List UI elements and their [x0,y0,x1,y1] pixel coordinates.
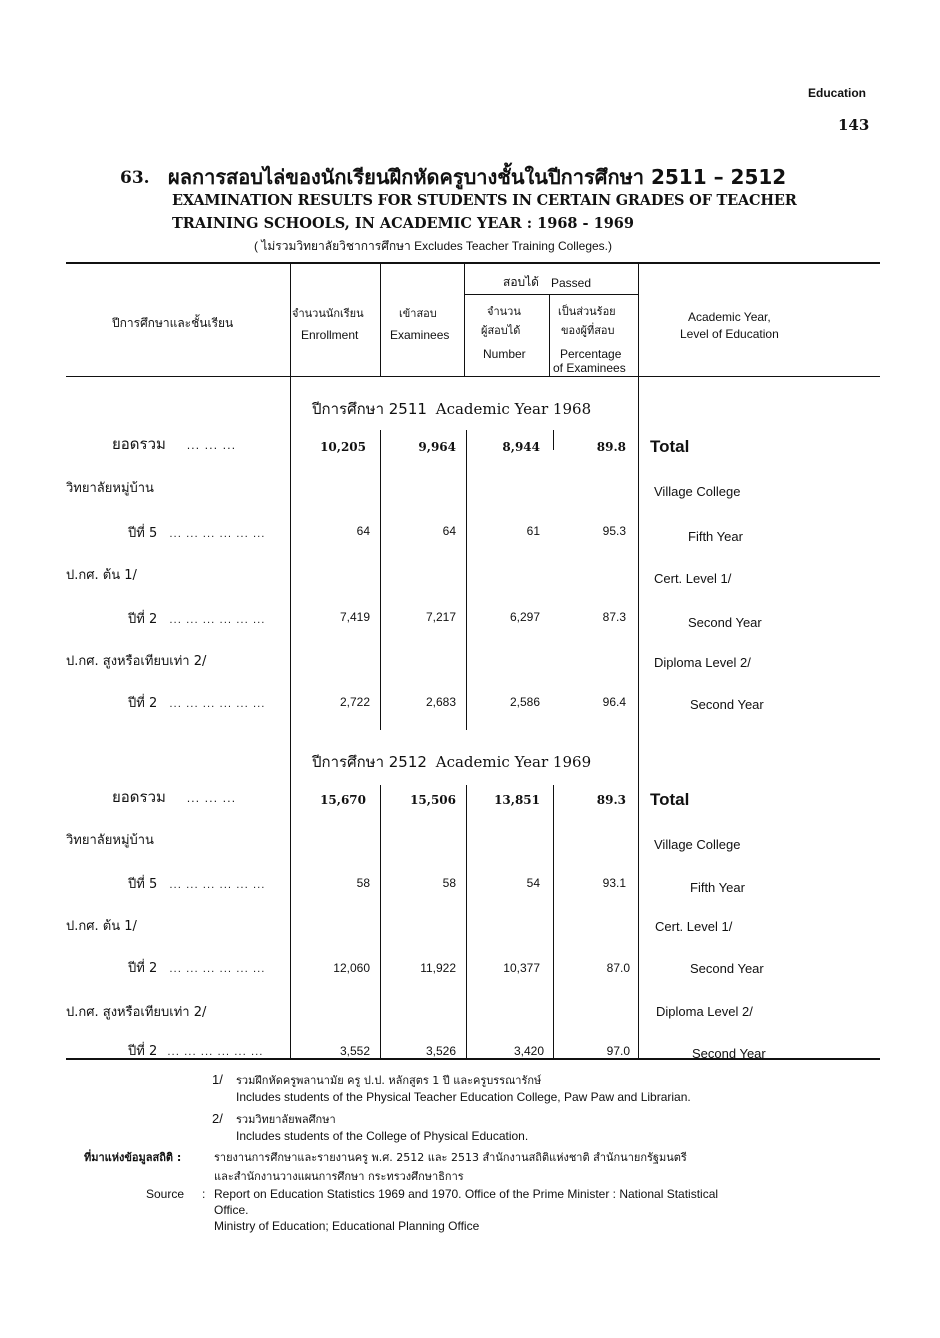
col-rule-2 [380,264,381,376]
row-label-en: Fifth Year [690,880,745,895]
total-passed: 13,851 [494,793,540,807]
row-label: ปีที่ 2 ... ... ... ... ... ... [128,1044,264,1059]
section-heading-thai: ปีการศึกษา 2512 [312,753,427,771]
row-label: ปีที่ 2 ... ... ... ... ... ... [128,696,266,711]
group-label-en: Diploma Level 2/ [654,655,751,670]
total-examinees: 15,506 [410,793,456,807]
row-enrollment: 12,060 [333,961,370,975]
col-header-pct-en2: of Examinees [553,361,626,375]
row-percentage: 93.1 [602,876,626,890]
col-rule-4c [553,785,554,1059]
total-label-en: Total [650,437,690,456]
col-header-number-thai2: ผู้สอบได้ [481,324,521,337]
col-header-examinees-thai: เข้าสอบ [399,307,437,320]
row-percentage: 87.0 [606,961,630,975]
row-label-en: Fifth Year [688,529,743,544]
section-heading-1969 [312,750,591,774]
title-note: ( ไม่รวมวิทยาลัยวิชาการศึกษา Excludes Teacher Training Colleges.) [254,239,612,253]
col-header-left: ปีการศึกษาและชั้นเรียน [112,316,234,330]
col-rule-4 [549,294,550,376]
col-header-right-2: Level of Education [680,327,779,341]
section-heading-en: Academic Year 1969 [435,753,592,771]
row-enrollment: 58 [356,876,370,890]
footnote-1-mark: 1/ [212,1072,223,1087]
footnote-1-thai: รวมฝึกหัดครูพลานามัย ครู ป.ป. หลักสูตร 1 ปี และครูบรรณารักษ์ [236,1074,542,1087]
row-percentage: 96.4 [602,695,626,709]
footnote-2-en: Includes students of the College of Physical Education. [236,1129,529,1143]
col-rule-2c [380,785,381,1059]
section-heading-thai: ปีการศึกษา 2511 [312,400,427,418]
total-label: ยอดรวม ... ... ... [112,435,237,453]
col-rule-2b [380,430,381,730]
footnote-2-mark: 2/ [212,1111,223,1126]
title-english-line2: TRAINING SCHOOLS, IN ACADEMIC YEAR : 1968 - 1969 [172,215,634,232]
row-percentage: 95.3 [602,524,626,538]
total-examinees: 9,964 [418,440,456,454]
source-colon: : [202,1187,206,1201]
group-label-en: Cert. Level 1/ [654,571,732,586]
row-passed: 6,297 [509,610,540,624]
row-passed: 2,586 [509,695,540,709]
row-enrollment: 64 [356,524,370,538]
group-label: ป.กศ. ต้น 1/ [66,919,137,934]
group-label: วิทยาลัยหมู่บ้าน [66,481,154,496]
row-examinees: 3,526 [425,1044,456,1058]
row-label: ปีที่ 2 ... ... ... ... ... ... [128,612,266,627]
footnote-2-thai: รวมวิทยาลัยพลศึกษา [236,1113,336,1126]
col-header-examinees-en: Examinees [390,328,450,342]
col-rule-4b [553,430,554,450]
source-en-line3: Ministry of Education; Educational Planning Office [214,1219,480,1233]
row-label: ปีที่ 5 ... ... ... ... ... ... [128,526,266,541]
total-label-en: Total [650,790,690,809]
total-enrollment: 10,205 [320,440,366,454]
col-header-passed-en: Passed [551,276,592,290]
col-header-pct-thai2: ของผู้ที่สอบ [561,324,615,337]
col-rule-3 [464,264,465,376]
row-examinees: 2,683 [425,695,456,709]
col-rule-3c [466,785,467,1059]
source-thai-line2: และสำนักงานวางแผนการศึกษา กระทรวงศึกษาธิการ [214,1170,464,1183]
row-examinees: 64 [442,524,456,538]
row-enrollment: 2,722 [339,695,370,709]
col-header-pct-thai1: เป็นส่วนร้อย [558,305,616,318]
group-label: วิทยาลัยหมู่บ้าน [66,833,154,848]
total-label: ยอดรวม ... ... ... [112,788,237,806]
col-rule-1 [290,264,291,1059]
col-header-right-1: Academic Year, [688,310,771,324]
group-label-en: Village College [654,484,741,499]
col-header-number-thai1: จำนวน [487,305,521,318]
row-percentage: 97.0 [606,1044,630,1058]
source-en-line2: Office. [214,1203,249,1217]
row-label-en: Second Year [688,615,762,630]
total-percentage: 89.3 [596,793,626,807]
col-rule-5 [638,264,639,1059]
source-en-line1: Report on Education Statistics 1969 and 1970. Office of the Prime Minister : National Statistical [214,1187,719,1201]
total-passed: 8,944 [502,440,540,454]
row-passed: 3,420 [513,1044,544,1058]
section-heading-en: Academic Year 1968 [435,400,592,418]
source-thai-line1: รายงานการศึกษาและรายงานครู พ.ศ. 2512 และ 2513 สำนักงานสถิติแห่งชาติ สำนักนายกรัฐมนตรี [214,1151,687,1164]
row-label-en: Second Year [692,1046,766,1061]
col-header-enrollment-en: Enrollment [301,328,359,342]
row-enrollment: 3,552 [339,1044,370,1058]
row-label-en: Second Year [690,697,764,712]
row-label: ปีที่ 5 ... ... ... ... ... ... [128,877,266,892]
col-header-enrollment-thai: จำนวนนักเรียน [292,307,364,320]
row-passed: 54 [526,876,540,890]
page-number: 143 [838,116,870,134]
group-label-en: Cert. Level 1/ [655,919,733,934]
row-passed: 10,377 [503,961,540,975]
group-label-en: Village College [654,837,741,852]
group-label: ป.กศ. ต้น 1/ [66,568,137,583]
footnote-1-en: Includes students of the Physical Teacher Education College, Paw Paw and Librarian. [236,1090,691,1104]
section-label: Education [808,86,867,100]
table-top-rule [66,262,880,264]
row-enrollment: 7,419 [339,610,370,624]
total-percentage: 89.8 [596,440,626,454]
col-header-number-en: Number [483,347,526,361]
total-enrollment: 15,670 [320,793,366,807]
row-examinees: 11,922 [420,961,456,975]
row-percentage: 87.3 [602,610,626,624]
title-english-line1: EXAMINATION RESULTS FOR STUDENTS IN CERTAIN GRADES OF TEACHER [172,192,797,209]
col-header-pct-en1: Percentage [560,347,622,361]
row-passed: 61 [526,524,540,538]
header-bottom-rule [66,376,880,377]
source-label: Source [146,1187,185,1201]
group-label: ป.กศ. สูงหรือเทียบเท่า 2/ [66,1005,207,1020]
passed-rule [464,294,638,295]
row-examinees: 7,217 [425,610,456,624]
group-label: ป.กศ. สูงหรือเทียบเท่า 2/ [66,654,207,669]
title-thai: ผลการสอบไล่ของนักเรียนฝึกหัดครูบางชั้นในปีการศึกษา 2511 – 2512 [168,165,787,189]
col-rule-3b [466,430,467,730]
table-number: 63. [120,168,150,188]
row-label-en: Second Year [690,961,764,976]
source-thai-label: ที่มาแห่งข้อมูลสถิติ : [84,1151,182,1164]
row-label: ปีที่ 2 ... ... ... ... ... ... [128,961,266,976]
section-heading-1968 [312,397,591,421]
col-header-passed-thai: สอบได้ [503,275,539,289]
row-examinees: 58 [442,876,456,890]
group-label-en: Diploma Level 2/ [656,1004,753,1019]
